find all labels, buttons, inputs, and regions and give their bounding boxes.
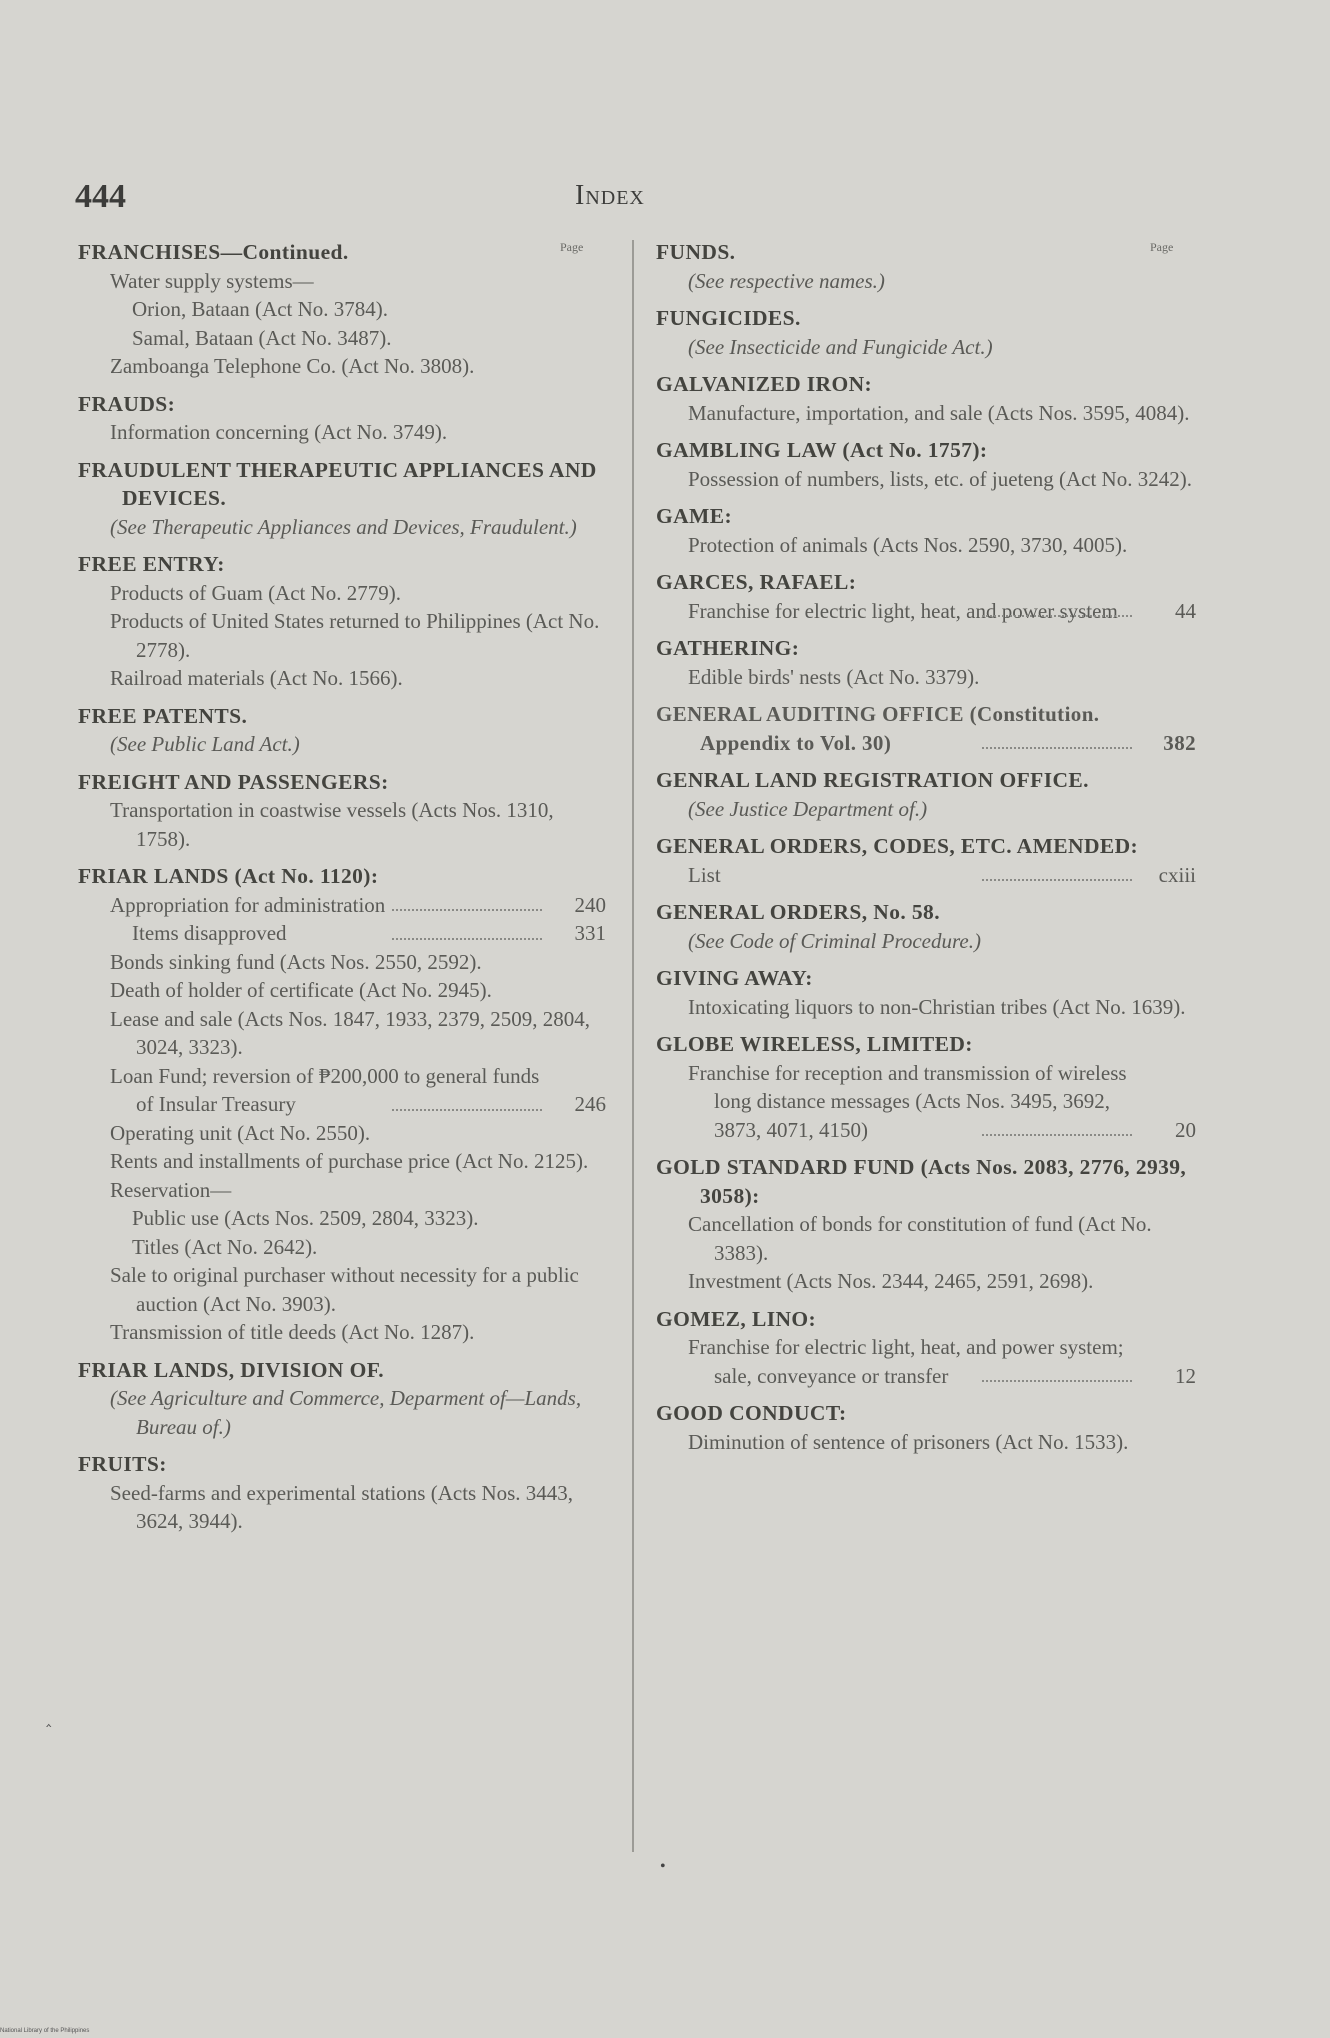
- entry-subline: Water supply systems—: [110, 268, 314, 293]
- leader-dots: [982, 1380, 1132, 1382]
- leader-dots: [982, 879, 1132, 881]
- index-entry: [656, 370, 1196, 427]
- index-entry: [656, 1030, 1196, 1144]
- entry-subline: (See Code of Criminal Procedure.): [688, 928, 981, 953]
- entry-heading: FRIAR LANDS, DIVISION OF.: [78, 1357, 385, 1382]
- entry-heading: FRIAR LANDS (Act No. 1120):: [78, 864, 379, 888]
- entry-heading: GENERAL ORDERS, No. 58.: [656, 900, 940, 924]
- index-entry: [656, 1153, 1196, 1296]
- entry-heading: GOLD STANDARD FUND (Acts Nos. 2083, 2776, 2939, 3058):: [656, 1155, 1187, 1208]
- leader-dots: [392, 938, 542, 940]
- entry-heading: FRANCHISES—Continued.: [78, 240, 349, 264]
- entry-subline: Rents and installments of purchase price (Act No. 2125).: [110, 1149, 589, 1173]
- entry-subline: Franchise for electric light, heat, and power system; sale, conveyance or transfer 12: [656, 1333, 1196, 1390]
- right-column: [656, 238, 1196, 1465]
- entry-subline: Titles (Act No. 2642).: [132, 1234, 318, 1259]
- index-entry: [78, 702, 606, 759]
- entry-subline: Reservation—: [110, 1177, 232, 1202]
- right-page-column-label: Page: [1150, 240, 1174, 254]
- leader-dots: [982, 615, 1132, 617]
- index-entry: [78, 390, 606, 447]
- footer-watermark: National Library of the Philippines: [0, 2028, 90, 2034]
- page-reference: 44: [1175, 598, 1196, 623]
- entry-heading: GENERAL AUDITING OFFICE (Constitution. Appendix to Vol. 30) 382: [656, 700, 1196, 757]
- running-head: Index: [575, 180, 645, 211]
- index-entry: [656, 1399, 1196, 1456]
- entry-subline: Appropriation for administration 240: [78, 891, 606, 920]
- index-entry: [78, 1450, 606, 1536]
- entry-subline: (See respective names.): [688, 268, 885, 293]
- entry-subline: Cancellation of bonds for constitution of fund (Act No. 3383).: [688, 1212, 1152, 1265]
- entry-subline: Orion, Bataan (Act No. 3784).: [132, 297, 389, 321]
- entry-heading: GIVING AWAY:: [656, 966, 813, 990]
- page-reference: 20: [1175, 1117, 1196, 1142]
- entry-subline: Diminution of sentence of prisoners (Act No. 1533).: [688, 1429, 1129, 1454]
- page-bullet: •: [660, 1858, 666, 1875]
- leader-dots: [982, 747, 1132, 749]
- entry-subline: Transportation in coastwise vessels (Acts Nos. 1310, 1758).: [110, 798, 554, 851]
- entry-heading: GENRAL LAND REGISTRATION OFFICE.: [656, 768, 1089, 792]
- entry-heading: GATHERING:: [656, 636, 800, 660]
- entry-subline: Edible birds' nests (Act No. 3379).: [688, 664, 980, 689]
- entry-heading: GAME:: [656, 504, 733, 528]
- index-entry: [656, 304, 1196, 361]
- entry-subline: Manufacture, importation, and sale (Acts Nos. 3595, 4084).: [688, 400, 1190, 425]
- index-entry: [78, 550, 606, 693]
- page-reference: cxiii: [1158, 862, 1196, 887]
- index-entry: [78, 456, 606, 542]
- entry-subline: (See Justice Department of.): [688, 796, 928, 821]
- entry-heading: GALVANIZED IRON:: [656, 372, 873, 396]
- entry-subline: Transmission of title deeds (Act No. 1287).: [110, 1320, 475, 1344]
- entry-subline: Seed-farms and experimental stations (Acts Nos. 3443, 3624, 3944).: [110, 1480, 574, 1533]
- page-number: 444: [75, 178, 126, 215]
- entry-subline: Public use (Acts Nos. 2509, 2804, 3323).: [132, 1206, 479, 1230]
- entry-subline: Franchise for reception and transmission of wireless long distance messages (Acts Nos. 3495, 3692, 3873, 4071, 4150) 20: [656, 1059, 1196, 1145]
- entry-subline: Death of holder of certificate (Act No. 2945).: [110, 978, 492, 1002]
- entry-subline: Samal, Bataan (Act No. 3487).: [132, 325, 392, 350]
- entry-subline: Products of Guam (Act No. 2779).: [110, 580, 402, 605]
- entry-subline: Possession of numbers, lists, etc. of jueteng (Act No. 3242).: [688, 466, 1192, 491]
- entry-subline: Information concerning (Act No. 3749).: [110, 420, 448, 444]
- index-entry: [656, 766, 1196, 823]
- page-reference: 382: [1163, 730, 1196, 755]
- entry-heading: FUNGICIDES.: [656, 306, 801, 330]
- index-entry: [78, 862, 606, 1347]
- entry-subline: Loan Fund; reversion of ₱200,000 to general funds of Insular Treasury 246: [78, 1062, 606, 1119]
- index-entry: [656, 436, 1196, 493]
- entry-subline: Intoxicating liquors to non-Christian tribes (Act No. 1639).: [688, 994, 1186, 1019]
- entry-subline: Bonds sinking fund (Acts Nos. 2550, 2592).: [110, 949, 482, 974]
- entry-subline: (See Insecticide and Fungicide Act.): [688, 334, 993, 359]
- entry-heading: GAMBLING LAW (Act No. 1757):: [656, 438, 988, 462]
- index-entry: [78, 1356, 606, 1442]
- entry-subline: Sale to original purchaser without necessity for a public auction (Act No. 3903).: [110, 1263, 579, 1316]
- entry-subline: Products of United States returned to Philippines (Act No. 2778).: [110, 609, 600, 662]
- index-entry: [656, 964, 1196, 1021]
- page-reference: 240: [574, 892, 606, 917]
- index-entry: [656, 238, 1196, 295]
- leader-dots: [392, 1109, 542, 1111]
- entry-heading: GOMEZ, LINO:: [656, 1306, 817, 1331]
- entry-heading: FREIGHT AND PASSENGERS:: [78, 769, 389, 794]
- entry-heading: FREE PATENTS.: [78, 703, 248, 728]
- page-reference: 331: [574, 921, 606, 945]
- entry-subline: Railroad materials (Act No. 1566).: [110, 666, 403, 690]
- entry-heading: FRAUDS:: [78, 391, 176, 416]
- leader-dots: [982, 1134, 1132, 1136]
- entry-heading: GOOD CONDUCT:: [656, 1401, 847, 1425]
- entry-heading: FRAUDULENT THERAPEUTIC APPLIANCES AND DEVICES.: [78, 457, 597, 510]
- index-entry: [78, 238, 606, 381]
- page-reference: 246: [574, 1092, 606, 1116]
- entry-heading: GENERAL ORDERS, CODES, ETC. AMENDED:: [656, 834, 1139, 858]
- entry-subline: Investment (Acts Nos. 2344, 2465, 2591, 2698).: [688, 1269, 1094, 1293]
- entry-heading: FREE ENTRY:: [78, 552, 225, 576]
- entry-subline: List cxiii: [656, 861, 1196, 890]
- leader-dots: [392, 909, 542, 911]
- index-entry: [78, 768, 606, 854]
- entry-heading: GARCES, RAFAEL:: [656, 570, 857, 594]
- index-entry: [656, 634, 1196, 691]
- entry-heading: GLOBE WIRELESS, LIMITED:: [656, 1032, 973, 1056]
- column-divider: [632, 240, 634, 1852]
- entry-subline: (See Public Land Act.): [110, 732, 300, 756]
- left-column: [78, 238, 606, 1545]
- entry-subline: Lease and sale (Acts Nos. 1847, 1933, 2379, 2509, 2804, 3024, 3323).: [110, 1006, 591, 1059]
- entry-subline: (See Therapeutic Appliances and Devices, Fraudulent.): [110, 514, 577, 539]
- left-page-column-label: Page: [560, 240, 584, 254]
- entry-subline: Zamboanga Telephone Co. (Act No. 3808).: [110, 354, 475, 378]
- entry-subline: (See Agriculture and Commerce, Deparment of—Lands, Bureau of.): [110, 1386, 582, 1439]
- entry-subline: Protection of animals (Acts Nos. 2590, 3730, 4005).: [688, 532, 1128, 557]
- entry-subline: Operating unit (Act No. 2550).: [110, 1120, 371, 1145]
- entry-subline: Items disapproved 331: [78, 919, 606, 948]
- index-entry: [656, 832, 1196, 889]
- entry-subline: Franchise for electric light, heat, and power system 44: [656, 597, 1196, 626]
- index-entry: [656, 568, 1196, 625]
- index-entry: [656, 700, 1196, 757]
- index-entry: [656, 1305, 1196, 1391]
- margin-mark: ‸: [46, 1710, 52, 1727]
- page-reference: 12: [1175, 1363, 1196, 1388]
- index-entry: [656, 502, 1196, 559]
- index-entry: [656, 898, 1196, 955]
- entry-heading: FUNDS.: [656, 240, 736, 264]
- entry-heading: FRUITS:: [78, 1452, 167, 1476]
